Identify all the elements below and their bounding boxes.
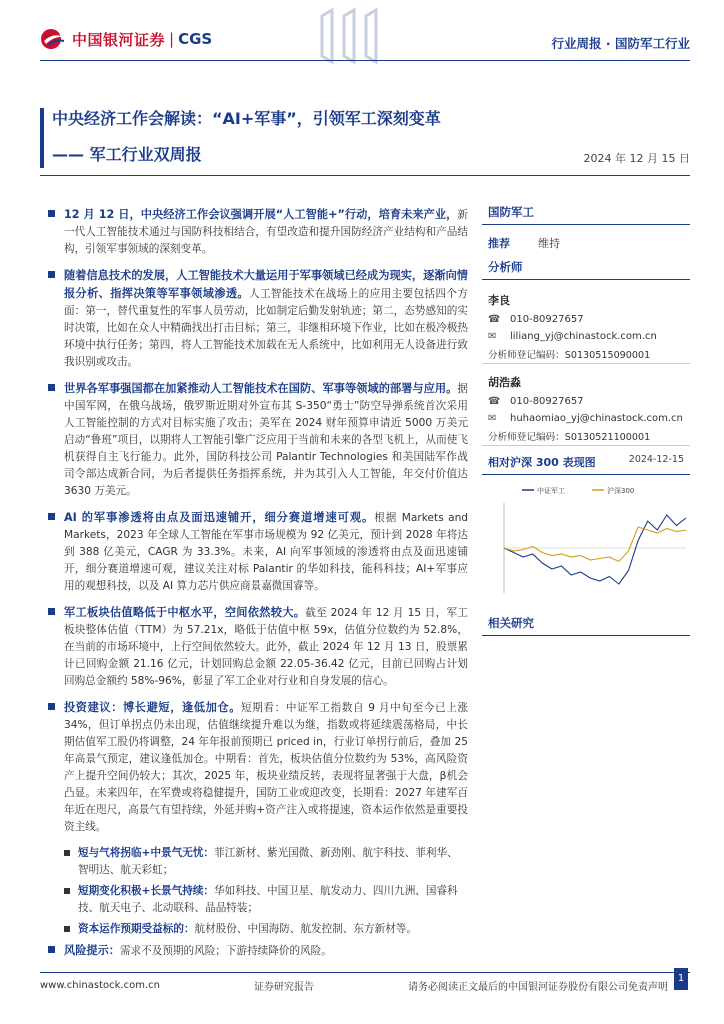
title-accent-bar xyxy=(40,108,44,168)
watermark-icon xyxy=(318,6,388,66)
industry-label: 国防军工 xyxy=(482,200,690,225)
main-content xyxy=(48,206,468,969)
analyst-email[interactable] xyxy=(482,409,690,426)
recommendation-text: 菲江新材、紫光国微、新劲刚、航宇科技、菲利华、智明达、航天彩虹； xyxy=(78,847,458,876)
square-bullet-icon xyxy=(64,926,70,932)
paragraph-lead: 世界各军事强国都在加紧推动人工智能技术在国防、军事等领域的部署与应用。 xyxy=(64,382,458,395)
analyst-name: 胡浩淼 xyxy=(488,376,521,389)
email-text[interactable]: huhaomiao_yj@chinastock.com.cn xyxy=(510,413,683,424)
logo-separator: | xyxy=(169,30,175,48)
sidebar xyxy=(482,200,690,642)
performance-header xyxy=(482,450,690,475)
page-header xyxy=(0,0,724,90)
square-bullet-icon xyxy=(64,850,70,856)
paragraph-4 xyxy=(48,509,468,595)
recommendation-lead: 短与气将拐临+中景气无忧： xyxy=(78,847,215,859)
bullet-icon xyxy=(48,271,55,278)
report-subtitle: —— 军工行业双周报 xyxy=(52,145,202,164)
recommendation-lead: 资本运作预期受益标的： xyxy=(78,923,195,935)
paragraph-text: 截至 2024 年 12 月 15 日，军工板块整体估值（TTM）为 57.21x，略低于估值中枢 59x，估值分位数约为 52.8%，在当前的市场环境中，上行空间依然较大。此外，截止 2024 年 12 月 13 日，股票累计已回购金额 21.16 亿元，计划回购总金额 22.05-36.42 亿元，目前已回购占计划回购总金额约 58%-96%，彰显了军工企业对行业和自身发展的信心。 xyxy=(64,607,468,687)
footer-url[interactable]: www.chinastock.com.cn xyxy=(40,980,160,991)
bullet-icon xyxy=(48,608,55,615)
paragraph-lead: 随着信息技术的发展，人工智能技术大量运用于军事领域已经成为现实，逐渐向情报分析、指挥决策等军事领域渗透。 xyxy=(64,269,468,300)
paragraph-text: 根据 Markets and Markets，2023 年全球人工智能在军事市场规模为 92 亿美元，预计到 2028 年将达到 388 亿美元，CAGR 为 33.3%。未来，AI 向军事领域的渗透将由点及面迅速铺开，细分赛道增速可观，建议关注对标 Palantir 的华如科技，能科科技；AI+军事应用的观想科技，以及 AI 算力芯片供应商景嘉微国睿等。 xyxy=(64,512,469,592)
recommendation-text: 航材股份、中国海防、航发控制、东方新材等。 xyxy=(194,923,417,935)
company-logo xyxy=(40,28,212,50)
recommendation-1 xyxy=(48,845,468,879)
footer-divider xyxy=(40,972,690,973)
email-icon: ✉ xyxy=(488,413,497,424)
paragraph-lead: AI 的军事渗透将由点及面迅速铺开，细分赛道增速可观。 xyxy=(64,511,375,524)
square-bullet-icon xyxy=(64,888,70,894)
paragraph-lead: 军工板块估值略低于中枢水平，空间依然较大。 xyxy=(64,606,306,619)
risk-lead: 风险提示： xyxy=(64,944,120,957)
phone-text: 010-80927657 xyxy=(510,396,584,407)
logo-text-cn: 中国银河证券 xyxy=(72,30,166,49)
recommendation-2 xyxy=(48,883,468,917)
recommendation-lead: 短期变化积极+长景气持续： xyxy=(78,885,215,897)
bullet-icon xyxy=(48,210,55,217)
series-line-2 xyxy=(504,527,686,562)
risk-warning xyxy=(48,942,468,960)
paragraph-5 xyxy=(48,604,468,690)
paragraph-lead: 投资建议：博长避短，逢低加仓。 xyxy=(64,701,241,714)
legend-label: 沪深300 xyxy=(607,487,635,495)
paragraph-3 xyxy=(48,380,468,500)
email-text[interactable]: liliang_yj@chinastock.com.cn xyxy=(510,331,657,342)
bullet-icon xyxy=(48,946,55,953)
analyst-name: 李良 xyxy=(488,294,510,307)
legend-label: 中证军工 xyxy=(537,487,565,495)
page-footer xyxy=(40,978,690,993)
report-type-label: 行业周报 · 国防军工行业 xyxy=(551,36,690,51)
phone-icon: ☎ xyxy=(488,396,501,407)
rating-row xyxy=(482,231,690,255)
page-number: 1 xyxy=(674,968,688,990)
paragraph-text: 短期看：中证军工指数自 9 月中旬至今已上涨 34%，但订单拐点仍未出现，估值继续提升难以为继，指数或将延续震荡格局，中长期估值军工股仍将调整，24 年年报前预期已 priced in，行业订单拐行前后，叠加 25 年高景气预定，建议逢低加仓。中期看：首先，板块估值分位数约为 53%，高风险资产上提升空间仍较大；其次，2025 年，板块业绩反转，表现将显著强于大盘，β机会凸显。未来四年，在军费或将稳健提升，国防工业或迎改变，长期看：2027 年建军百年近在咫尺，高景气有望持续，外延并购+资产注入或将提速，资本运作依然是重要投资主线。 xyxy=(64,702,468,833)
paragraph-text: 据中国军网，在俄乌战场，俄罗斯近期对外宣布其 S-350“勇士”防空导弹系统首次采用人工智能控制的方式对目标实施了攻击；美军在 2024 财年预算申请近 5000 万美元启动“鲁班”项目，以期将人工智能引擎广泛应用于当前和未来的各型飞机上，从而使飞机获得自主飞行能力。此外，国防科技公司 Palantir Technologies 和美国陆军作战司令部达成新合同，为后者提供任务指挥系统，并为其引入人工智能，年交付价值达 3630 万美元。 xyxy=(64,383,468,497)
related-research-header: 相关研究 xyxy=(482,611,690,636)
analyst-cert: 分析师登记编码：S0130515090001 xyxy=(482,344,690,364)
recommendation-3 xyxy=(48,921,468,938)
bullet-icon xyxy=(48,703,55,710)
paragraph-2 xyxy=(48,267,468,371)
analyst-header: 分析师 xyxy=(482,255,690,280)
paragraph-lead: 12 月 12 日，中央经济工作会议强调开展“人工智能+”行动，培育未来产业， xyxy=(64,208,458,221)
report-title: 中央经济工作会解读：“AI+军事”，引领军工深刻变革 xyxy=(52,109,441,128)
bullet-icon xyxy=(48,513,55,520)
logo-text-en: CGS xyxy=(178,30,213,48)
analyst-email[interactable] xyxy=(482,327,690,344)
paragraph-text: 人工智能技术在战场上的应用主要包括四个方面：第一，替代重复性的军事人员劳动，比如制定后勤发射轨迹；第二，态势感知的实时决策，比如在众人中精确找出打击目标；第三，非继相环境下作业，比如在极冷极热环境中执行任务；第四，将人工智能技术加载在无人系统中，比如利用无人设备进行致我识别或攻击。 xyxy=(64,288,468,368)
header-divider xyxy=(40,60,690,61)
performance-date: 2024-12-15 xyxy=(628,454,684,465)
analyst-phone xyxy=(482,392,690,409)
paragraph-6 xyxy=(48,699,468,836)
paragraph-1 xyxy=(48,206,468,258)
analyst-cert: 分析师登记编码：S0130521100001 xyxy=(482,426,690,446)
risk-text: 需求不及预期的风险；下游持续降价的风险。 xyxy=(119,945,332,957)
phone-text: 010-80927657 xyxy=(510,314,584,325)
performance-title: 相对沪深 300 表现图 xyxy=(488,456,596,469)
title-divider xyxy=(40,175,690,176)
report-date: 2024 年 12 月 15 日 xyxy=(583,152,690,165)
rating-value: 维持 xyxy=(538,237,560,250)
bullet-icon xyxy=(48,384,55,391)
phone-icon: ☎ xyxy=(488,314,501,325)
footer-center: 证券研究报告 xyxy=(253,982,314,993)
email-icon: ✉ xyxy=(488,331,497,342)
series-line-1 xyxy=(504,515,686,584)
paragraph-text: 新一代人工智能技术通过与国防科技相结合，有望改造和提升国防经济产业结构和产品结构，引领军事领域的深刻变革。 xyxy=(64,209,468,255)
rating-key: 推荐 xyxy=(488,237,510,250)
recommendation-text: 华如科技、中国卫星、航发动力、四川九洲、国睿科技、航天电子、北动联科、晶品特装； xyxy=(78,885,458,914)
logo-mark-icon xyxy=(40,28,66,50)
analyst-phone xyxy=(482,310,690,327)
footer-disclaimer: 请务必阅读正文最后的中国银河证券股份有限公司免责声明 xyxy=(408,982,668,993)
performance-chart xyxy=(482,481,690,601)
